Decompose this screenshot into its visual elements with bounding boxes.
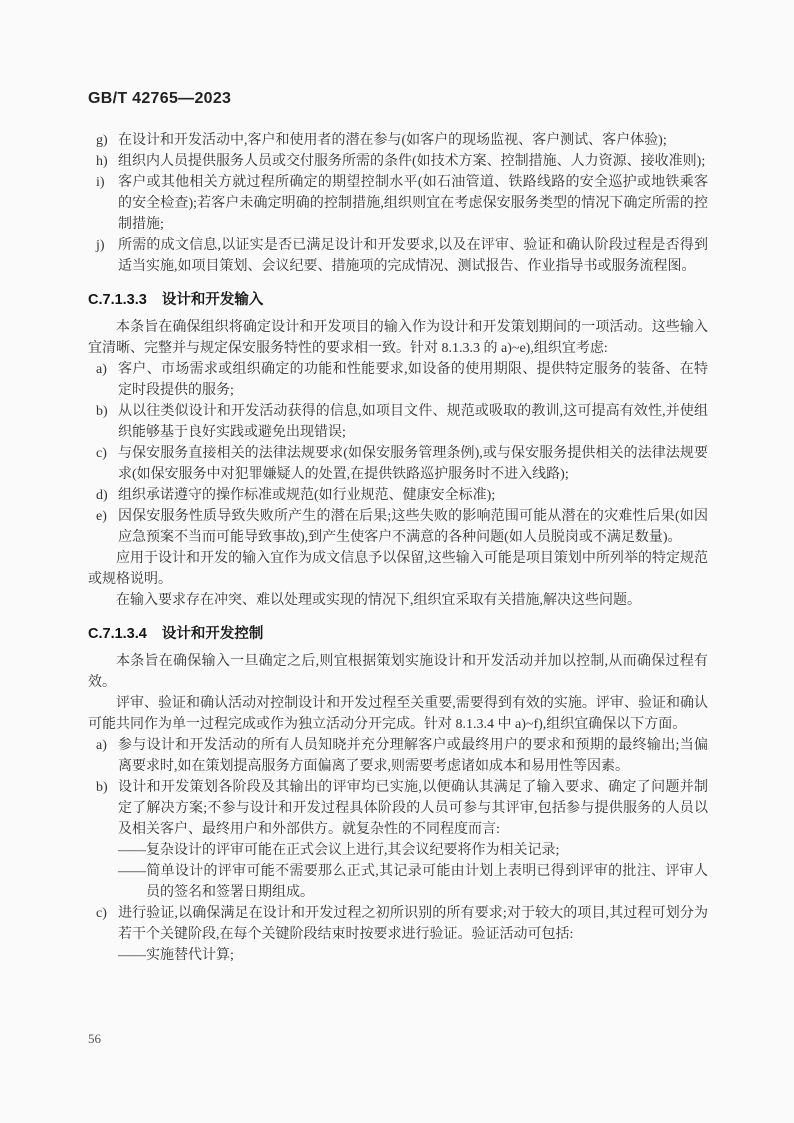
item-text: 从以往类似设计和开发活动获得的信息,如项目文件、规范或吸取的教训,这可提高有效性,并使组织能够基于良好实践或避免出现错误; — [118, 404, 708, 440]
list-item — [88, 903, 708, 966]
list-item — [88, 506, 708, 548]
dash-subitem: ——简单设计的评审可能不需要那么正式,其记录可能由计划上表明已得到评审的批注、评审人员的签名和签署日期组成。 — [118, 864, 708, 900]
item-label: e) — [96, 509, 107, 524]
list-item — [88, 359, 708, 401]
item-label: c) — [96, 906, 107, 921]
item-label: c) — [96, 446, 107, 461]
heading-title: 设计和开发输入 — [161, 292, 264, 308]
list-a-to-e — [88, 359, 708, 548]
item-text: 在设计和开发活动中,客户和使用者的潜在参与(如客户的现场监视、客户测试、客户体验); — [118, 133, 667, 148]
item-text: 组织内人员提供服务人员或交付服务所需的条件(如技术方案、控制措施、人力资源、接收准则); — [118, 154, 706, 169]
section-heading-design-input — [88, 290, 708, 311]
paragraph: 在输入要求存在冲突、难以处理或实现的情况下,组织宜采取有关措施,解决这些问题。 — [116, 593, 641, 608]
list-item — [88, 172, 708, 235]
dash-subitem: ——实施替代计算; — [118, 948, 234, 963]
item-label: b) — [96, 780, 108, 795]
list-g-to-j — [88, 130, 708, 277]
list-item — [88, 777, 708, 903]
list-item — [88, 443, 708, 485]
item-text: 设计和开发策划各阶段及其输出的评审均已实施,以便确认其满足了输入要求、确定了问题并制定了解决方案;不参与设计和开发过程具体阶段的人员可参与其评审,包括参与提供服务的人员以及相关客户、最终用户和外部供方。就复杂性的不同程度而言: — [118, 780, 708, 837]
list-item — [88, 735, 708, 777]
dash-subitem: ——复杂设计的评审可能在正式会议上进行,其会议纪要将作为相关记录; — [118, 843, 560, 858]
list-a-to-c — [88, 735, 708, 966]
item-label: b) — [96, 404, 108, 419]
list-item — [88, 235, 708, 277]
item-text: 因保安服务性质导致失败所产生的潜在后果;这些失败的影响范围可能从潜在的灾难性后果(如因应急预案不当而可能导致事故),到产生使客户不满意的各种问题(如人员脱岗或不满足数量)。 — [118, 509, 708, 545]
item-text: 组织承诺遵守的操作标准或规范(如行业规范、健康安全标准); — [118, 488, 496, 503]
item-text: 所需的成文信息,以证实是否已满足设计和开发要求,以及在评审、验证和确认阶段过程是否得到适当实施,如项目策划、会议纪要、措施项的完成情况、测试报告、作业指导书或服务流程图。 — [118, 238, 708, 274]
list-item — [88, 401, 708, 443]
item-label: g) — [96, 133, 108, 148]
heading-number: C.7.1.3.3 — [88, 292, 147, 308]
heading-number: C.7.1.3.4 — [88, 626, 147, 642]
item-label: a) — [96, 738, 107, 753]
list-item — [88, 485, 708, 506]
standard-code: GB/T 42765—2023 — [88, 90, 232, 107]
paragraph: 本条旨在确保输入一旦确定之后,则宜根据策划实施设计和开发活动并加以控制,从而确保过程有效。 — [88, 654, 708, 690]
item-label: i) — [96, 175, 105, 190]
item-text: 进行验证,以确保满足在设计和开发过程之初所识别的所有要求;对于较大的项目,其过程可划分为若干个关键阶段,在每个关键阶段结束时按要求进行验证。验证活动可包括: — [118, 906, 708, 942]
item-text: 客户或其他相关方就过程所确定的期望控制水平(如石油管道、铁路线路的安全巡护或地铁乘客的安全检查);若客户未确定明确的控制措施,组织则宜在考虑保安服务类型的情况下确定所需的控制措施; — [118, 175, 708, 232]
item-label: a) — [96, 362, 107, 377]
list-item — [88, 151, 708, 172]
item-label: h) — [96, 154, 108, 169]
page-number: 56 — [88, 1031, 101, 1046]
item-text: 客户、市场需求或组织确定的功能和性能要求,如设备的使用期限、提供特定服务的装备、在特定时段提供的服务; — [118, 362, 708, 398]
item-label: j) — [96, 238, 105, 253]
paragraph: 应用于设计和开发的输入宜作为成文信息予以保留,这些输入可能是项目策划中所列举的特定规范或规格说明。 — [88, 551, 708, 587]
paragraph: 本条旨在确保组织将确定设计和开发项目的输入作为设计和开发策划期间的一项活动。这些输入宜清晰、完整并与规定保安服务特性的要求相一致。针对 8.1.3.3 的 a)~e),组织宜考虑: — [88, 320, 708, 356]
page-content — [88, 0, 708, 966]
list-item — [88, 130, 708, 151]
item-text: 参与设计和开发活动的所有人员知晓并充分理解客户或最终用户的要求和预期的最终输出;当偏离要求时,如在策划提高服务方面偏离了要求,则需要考虑诸如成本和易用性等因素。 — [118, 738, 708, 774]
item-label: d) — [96, 488, 108, 503]
heading-title: 设计和开发控制 — [161, 626, 264, 642]
paragraph: 评审、验证和确认活动对控制设计和开发过程至关重要,需要得到有效的实施。评审、验证和确认可能共同作为单一过程完成或作为独立活动分开完成。针对 8.1.3.4 中 a)~f),组织宜确保以下方面。 — [88, 696, 708, 732]
section-heading-design-control — [88, 624, 708, 645]
item-text: 与保安服务直接相关的法律法规要求(如保安服务管理条例),或与保安服务提供相关的法律法规要求(如保安服务中对犯罪嫌疑人的处置,在提供铁路巡护服务时不进入线路); — [118, 446, 708, 482]
